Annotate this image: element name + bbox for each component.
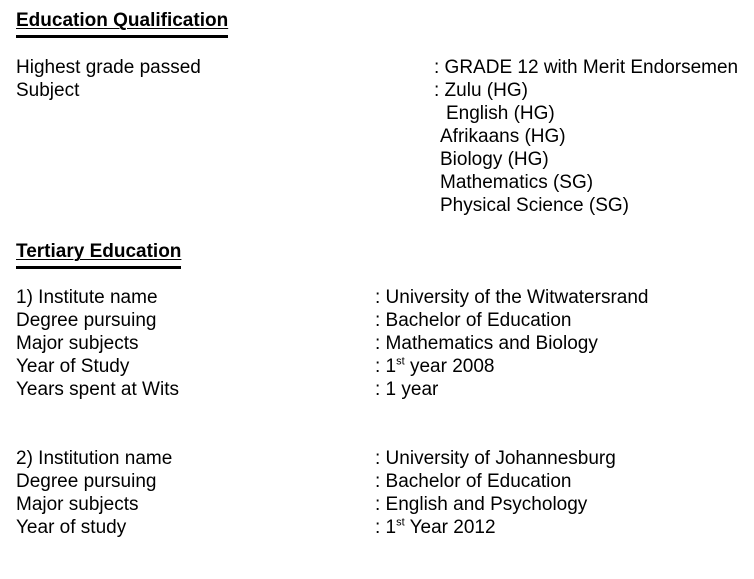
subject-item: English (HG) [446,103,555,124]
degree-value: : Bachelor of Education [375,471,572,492]
education-heading-rule [16,35,228,38]
tertiary-heading-rule [16,266,181,269]
year-suffix: year 2008 [404,356,495,377]
subject-first: : Zulu (HG) [434,80,528,101]
year-of-study-label: Year of Study [16,356,130,377]
tertiary-heading-text: Tertiary Education [16,241,182,262]
subject-label: Subject [16,80,80,101]
major-subjects-value: : Mathematics and Biology [375,333,598,354]
highest-grade-value: : GRADE 12 with Merit Endorsemen [434,57,739,78]
year-ordinal: st [396,516,405,529]
subject-item: Physical Science (SG) [440,195,630,216]
years-spent-value: : 1 year [375,379,439,400]
major-subjects-value: : English and Psychology [375,494,588,515]
education-heading-text: Education Qualification [16,10,229,31]
tertiary-heading [16,240,181,263]
institute-name-label: 1) Institute name [16,287,158,308]
year-prefix: : 1 [375,517,397,538]
year-of-study-value [375,516,496,539]
year-prefix: : 1 [375,356,397,377]
institution-name-label: 2) Institution name [16,448,173,469]
year-of-study-value [375,355,494,378]
institute-name-value: : University of the Witwatersrand [375,287,649,308]
institution-name-value: : University of Johannesburg [375,448,616,469]
major-subjects-label: Major subjects [16,333,139,354]
highest-grade-label: Highest grade passed [16,57,201,78]
year-suffix: Year 2012 [404,517,496,538]
education-heading [16,9,228,32]
subject-item: Mathematics (SG) [440,172,594,193]
year-of-study-label: Year of study [16,517,127,538]
degree-value: : Bachelor of Education [375,310,572,331]
subject-item: Afrikaans (HG) [440,126,566,147]
years-spent-label: Years spent at Wits [16,379,179,400]
subject-item: Biology (HG) [440,149,549,170]
year-ordinal: st [396,355,405,368]
degree-label: Degree pursuing [16,471,157,492]
major-subjects-label: Major subjects [16,494,139,515]
degree-label: Degree pursuing [16,310,157,331]
